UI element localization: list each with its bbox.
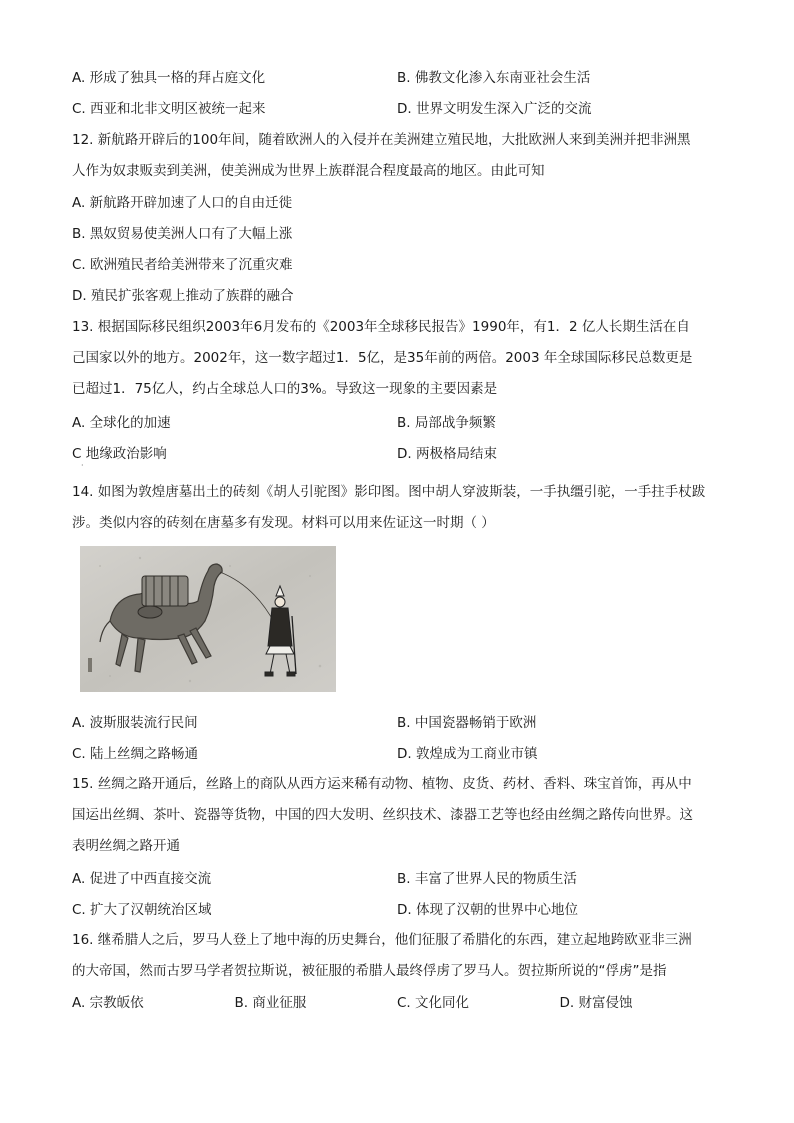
q15-option-c: C. 扩大了汉朝统治区域 <box>72 901 212 918</box>
q12-option-b: B. 黑奴贸易使美洲人口有了大幅上涨 <box>72 225 293 242</box>
q15-stem-line-3: 表明丝绸之路开通 <box>72 838 180 854</box>
seal-mark <box>88 658 92 672</box>
q14-stem-line-2: 涉。类似内容的砖刻在唐墓多有发现。材料可以用来佐证这一时期（ ） <box>72 515 495 531</box>
q14-option-b: B. 中国瓷器畅销于欧洲 <box>397 714 537 731</box>
q15-stem-line-2: 国运出丝绸、茶叶、瓷器等货物，中国的四大发明、丝织技术、漆器工艺等也经由丝绸之路传向世界。这 <box>72 807 693 823</box>
q11-option-b: B. 佛教文化渗入东南亚社会生活 <box>397 69 591 86</box>
q12-stem-line-1: 12. 新航路开辟后的100年间，随着欧洲人的入侵并在美洲建立殖民地，大批欧洲人来到美洲并把非洲黑 <box>72 132 691 148</box>
q16-option-d: D. 财富侵蚀 <box>559 994 633 1011</box>
q12-stem-line-2: 人作为奴隶贩卖到美洲，使美洲成为世界上族群混合程度最高的地区。由此可知 <box>72 163 545 179</box>
q16-options <box>72 985 722 1016</box>
q16-option-c: C. 文化同化 <box>397 994 470 1011</box>
q15-option-d: D. 体现了汉朝的世界中心地位 <box>397 901 578 918</box>
q13-stem-line-1: 13. 根据国际移民组织2003年6月发布的《2003年全球移民报告》1990年，有1．2 亿人长期生活在自 <box>72 319 690 335</box>
q16-stem-line-1: 16. 继希腊人之后，罗马人登上了地中海的历史舞台，他们征服了希腊化的东西，建立起地跨欧亚非三洲 <box>72 932 692 948</box>
q12-option-a: A. 新航路开辟加速了人口的自由迁徙 <box>72 194 293 211</box>
q15-stem-line-1: 15. 丝绸之路开通后，丝路上的商队从西方运来稀有动物、植物、皮货、药材、香料、珠宝首饰，再从中 <box>72 776 692 792</box>
camel-brick-relief-drawing <box>80 546 336 692</box>
q15-options <box>72 861 722 923</box>
q11-option-a: A. 形成了独具一格的拜占庭文化 <box>72 69 266 86</box>
q14-option-c: C. 陆上丝绸之路畅通 <box>72 745 199 762</box>
q12-options <box>72 185 722 309</box>
q14-stem-line-1: 14. 如图为敦煌唐墓出土的砖刻《胡人引驼图》影印图。图中胡人穿波斯装，一手执缰引驼，一手拄手杖跋 <box>72 484 706 500</box>
q13-stem-line-3: 已超过1．75亿人，约占全球总人口的3%。导致这一现象的主要因素是 <box>72 381 498 397</box>
q12-option-c: C. 欧洲殖民者给美洲带来了沉重灾难 <box>72 256 293 273</box>
q11-option-d: D. 世界文明发生深入广泛的交流 <box>397 100 592 117</box>
q13-options <box>72 405 722 467</box>
camel-brick-relief-image <box>80 546 336 692</box>
q15-option-a: A. 促进了中西直接交流 <box>72 870 212 887</box>
q15-option-b: B. 丰富了世界人民的物质生活 <box>397 870 577 887</box>
q12-option-d: D. 殖民扩张客观上推动了族群的融合 <box>72 287 294 304</box>
q14-options <box>72 705 722 767</box>
q11-option-c: C. 西亚和北非文明区被统一起来 <box>72 100 266 117</box>
q13-option-a: A. 全球化的加速 <box>72 414 171 431</box>
q13-option-d: D. 两极格局结束 <box>397 445 497 462</box>
q11-options <box>72 60 722 122</box>
q14-option-a: A. 波斯服装流行民间 <box>72 714 198 731</box>
q14-option-d: D. 敦煌成为工商业市镇 <box>397 745 538 762</box>
stray-dot: · <box>81 461 84 470</box>
q13-option-c: C 地缘政治影响 <box>72 445 167 462</box>
q13-option-b: B. 局部战争频繁 <box>397 414 496 431</box>
q13-stem-line-2: 己国家以外的地方。2002年，这一数字超过1．5亿，是35年前的两倍。2003 年全球国际移民总数更是 <box>72 350 693 366</box>
q16-option-a: A. 宗教皈依 <box>72 994 144 1011</box>
q16-option-b: B. 商业征服 <box>234 994 307 1011</box>
q16-stem-line-2: 的大帝国，然而古罗马学者贺拉斯说，被征服的希腊人最终俘虏了罗马人。贺拉斯所说的“俘虏”是指 <box>72 963 667 979</box>
